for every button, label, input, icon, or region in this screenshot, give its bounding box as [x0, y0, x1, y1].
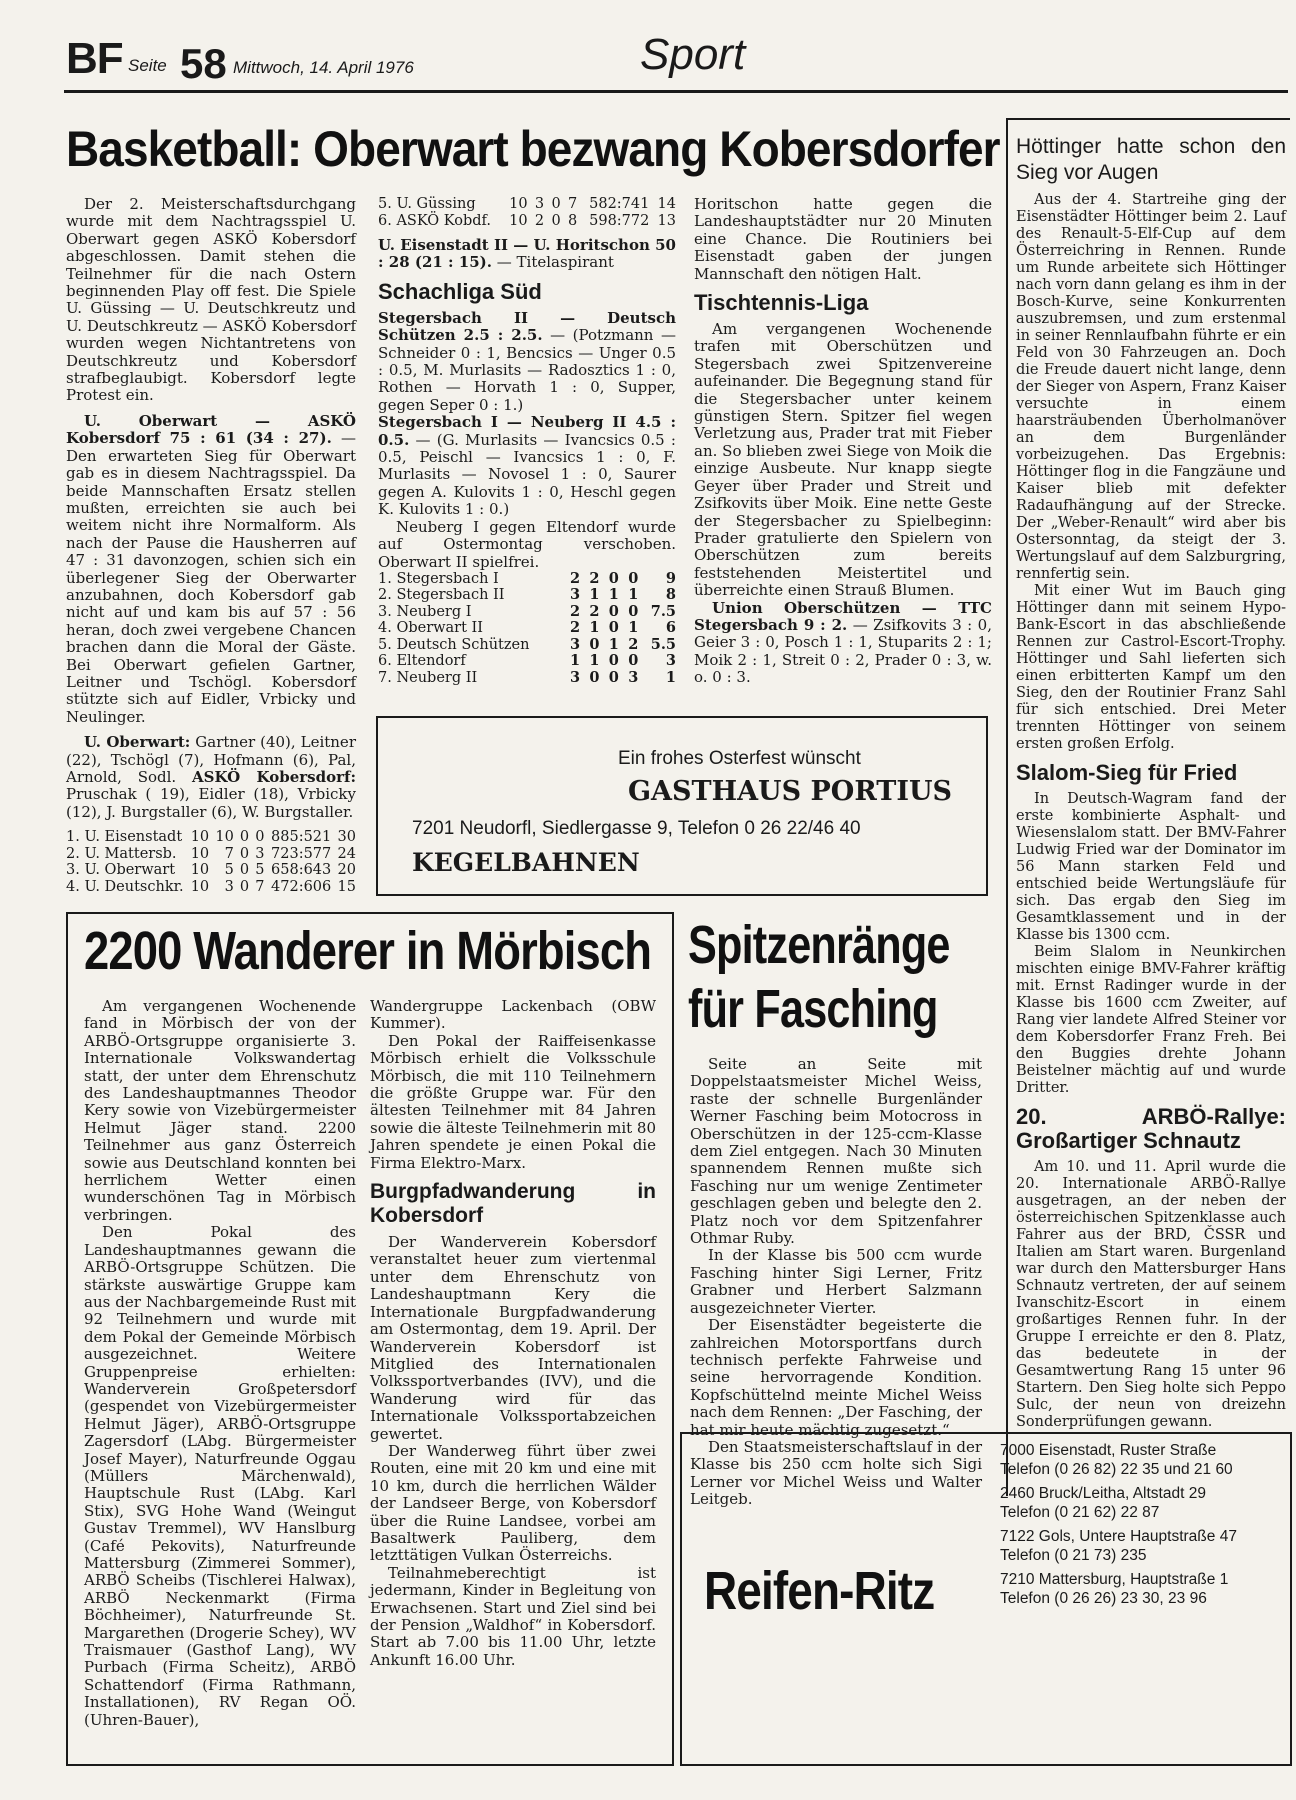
value-cell: 598:772 — [589, 212, 650, 229]
paragraph: Den Pokal des Landeshauptmannes gewann die ARBÖ-Ortsgruppe Schützen. Die stärkste auswärtige Gruppe kam aus der Nachbargemeinde Rust mit 92 Teilnehmern und wurde mit dem Pokal der Gemeinde Mörbisch ausgezeichnet. Weitere Gruppenpreise erhielten: Wanderverein Großpetersdorf (gespendet von Vizebürgermeister Helmut Jäger), ARBÖ-Ortsgruppe Zagersdorf (LAbg. Bürgermeister Josef Mayer), Naturfreunde Oggau (Müllers Märchenwald), Hauptschule Rust (LAbg. Karl Stix), SVG Hohe Wand (Weingut Gustav Tremmel), WV Hanslburg (Café Pekovits), Naturfreunde Mattersburg (Zimmerei Sommer), ARBÖ Scheibs (Tischlerei Halwax), ARBÖ Neckenmarkt (Firma Böchheimer), Naturfreunde St. Margarethen (Drogerie Schey), WV Traismauer (Gasthof Lang), WV Purbach (Firma Scheitz), ARBÖ Schattendorf (Firma Rathmann, Installationen), RV Regan OÖ. (Uhren-Bauer), — [84, 1223, 356, 1729]
value-cell: 3 — [255, 845, 265, 862]
team-name-cell: 1. Stegersbach I — [378, 570, 499, 587]
ad-brand: GASTHAUS PORTIUS — [628, 776, 953, 807]
value-cell: 13 — [657, 212, 676, 229]
rallye-headline: 20. ARBÖ-Rallye: Großartiger Schnautz — [1016, 1104, 1286, 1153]
value-cell: 0 — [589, 668, 600, 686]
hoettinger-headline: Höttinger hatte schon den Sieg vor Augen — [1016, 135, 1286, 184]
table-row — [66, 829, 356, 846]
value-cell: 0 — [608, 569, 619, 587]
masthead-seite: Seite — [128, 56, 167, 75]
value-cell: 582:741 — [589, 196, 650, 212]
value-cell: 30 — [337, 829, 356, 846]
value-cell: 1 — [628, 619, 639, 637]
paragraph — [378, 310, 676, 414]
paragraph: Am vergangenen Wochenende fand in Mörbisch der von der ARBÖ-Ortsgruppe organisierte 3. Internationale Volkswandertag statt, der unter dem Ehrenschutz des Landeshauptmannes Theodor Kery sowie von Vizebürgermeister Helmut Jäger stand. 2200 Teilnehmer aus ganz Österreich sowie aus Deutschland konnten bei herrlichem Wetter einen wunderschönen Tag in Mörbisch verbringen. — [84, 997, 356, 1224]
basketball-column-3 — [694, 196, 992, 687]
paragraph-text: Pruschak ( 19), Eidler (18), Vrbicky (12), J. Burgstaller (6), W. Burgstaller. — [66, 785, 356, 821]
paragraph: Der Eisenstädter begeisterte die zahlreichen Motorsportfans durch technisch perfekte Fahrweise und seine hervorragende Kondition. Kopfschüttelnd meinte Michel Weiss nach dem Rennen: „Der Fasching, der hat mir heute mächtig zugesetzt.“ — [690, 1316, 982, 1439]
team-name-cell: 3. Neuberg I — [378, 603, 472, 620]
paragraph: Am 10. und 11. April wurde die 20. Internationale ARBÖ-Rallye ausgetragen, an der neben der österreichischen Spitzenklasse auch Fahrer aus der BRD, ČSSR und Italien am Start waren. Burgenland war durch den Mattersburger Hans Schnautz vertreten, der auf seinem Ivanschitz-Escort in einem großartiges Rennen fuhr. In der Gruppe I erreichte er den 8. Platz, das bedeutete in der Gesamtwertung Rang 15 unter 96 Startern. Den Sieg holte sich Peppo Sulc, der neun von dreizehn Sonderprüfungen gewann. — [1016, 1159, 1286, 1430]
value-cell: 0 — [628, 569, 639, 587]
ad-address-line: 7000 Eisenstadt, Ruster Straße — [1000, 1442, 1217, 1459]
masthead-rule — [64, 90, 1288, 93]
ad-address-line: 7210 Mattersburg, Hauptstraße 1 — [1000, 1571, 1229, 1588]
value-cell: 0 — [608, 652, 619, 670]
team-name-cell: 7. Neuberg II — [378, 669, 478, 686]
value-cell: 10 — [509, 212, 528, 229]
value-cell: 7 — [255, 878, 265, 895]
value-cell: 1 — [589, 652, 600, 670]
value-cell: 8 — [568, 212, 578, 229]
section-title: Sport — [640, 30, 746, 79]
paragraph: Wandergruppe Lackenbach (OBW Kummer). — [370, 997, 656, 1033]
sidebar-column — [1016, 134, 1286, 1431]
table-row — [378, 213, 676, 230]
value-cell: 7 — [224, 845, 234, 862]
value-cell: 0 — [239, 878, 250, 895]
value-cell: 10 — [509, 196, 528, 212]
basketball-standings-table — [66, 829, 356, 895]
value-cell: 10 — [190, 862, 210, 879]
bold-lead: ASKÖ Kobersdorf: — [192, 768, 357, 786]
value-cell: 0 — [628, 602, 639, 620]
value-cell: 8 — [665, 586, 676, 604]
table-row — [378, 604, 676, 621]
value-cell: 1 — [608, 586, 619, 604]
basketball-column-1 — [66, 196, 356, 895]
value-cell: 2 — [534, 212, 545, 229]
value-cell: 723:577 — [271, 845, 332, 862]
value-cell: 2 — [569, 569, 581, 587]
table-row — [378, 196, 676, 213]
table-row — [66, 846, 356, 863]
paragraph: Teilnahmeberechtigt ist jedermann, Kinder in Begleitung von Erwachsenen. Start und Ziel sind bei der Pension „Waldhof“ in Kobersdorf. Start ab 7.00 bis 11.00 Uhr, letzte Ankunft 16.00 Uhr. — [370, 1563, 656, 1669]
paragraph: Den Staatsmeisterschaftslauf in der Klasse bis 250 ccm holte sich Sigi Lerner vor Michel Weiss und Walter Leitgeb. — [690, 1437, 982, 1509]
table-row — [378, 670, 676, 687]
value-cell: 10 — [190, 829, 210, 846]
value-cell: 3 — [665, 652, 676, 670]
value-cell: 7.5 — [650, 602, 676, 620]
paragraph: In der Klasse bis 500 ccm wurde Fasching hinter Sigi Lerner, Fritz Grabner und Herbert Salzmann ausgezeichneter Vierter. — [690, 1246, 982, 1317]
value-cell: 2 — [628, 635, 639, 653]
bold-lead: Union Oberschützen — TTC Stegersbach 9 : 2. — [694, 598, 992, 634]
value-cell: 1 — [628, 586, 639, 604]
wanderer-headline: 2200 Wanderer in Mörbisch — [84, 921, 652, 981]
team-name-cell: 1. U. Eisenstadt — [66, 829, 183, 846]
paragraph: Seite an Seite mit Doppelstaatsmeister Michel Weiss, raste der schnelle Burgenländer Werner Fasching beim Motocross in Oberschützen in der 125-ccm-Klasse dem Ziel entgegen. Nach 30 Minuten spannendem Rennen mußte sich Fasching nur um wenige Zentimeter geschlagen geben und belegte den 2. Platz noch vor dem Spitzenfahrer Othmar Ruby. — [690, 1055, 982, 1248]
table-row — [378, 653, 676, 670]
paragraph: Der 2. Meisterschaftsdurchgang wurde mit dem Nachtragsspiel U. Oberwart gegen ASKÖ Kobersdorf abgeschlossen. Damit stehen die Teilnehmer für die nach Ostern beginnenden Play off fest. Die Spiele U. Güssing — U. Deutschkreutz und U. Deutschkreutz — ASKÖ Kobersdorf wurden wegen Nichtantretens von Deutschkreutz und Kobersdorf strafbeglaubigt. Kobersdorf legte Protest ein. — [66, 195, 356, 405]
ad-greeting: Ein frohes Osterfest wünscht — [618, 748, 861, 769]
value-cell: 0 — [551, 212, 561, 229]
paragraph: Horitschon hatte gegen die Landeshauptstädter nur 20 Minuten eine Chance. Die Routiniers bei Eisenstadt gaben der jungen Mannschaft den nötigen Halt. — [694, 195, 992, 283]
slalom-headline: Slalom-Sieg für Fried — [1016, 760, 1238, 785]
table-row — [378, 587, 676, 604]
schach-standings-table — [378, 571, 676, 687]
table-row — [378, 620, 676, 637]
value-cell: 3 — [569, 635, 581, 653]
value-cell: 10 — [215, 829, 234, 846]
value-cell: 658:643 — [271, 862, 332, 879]
value-cell: 14 — [657, 196, 676, 212]
team-name-cell: 2. Stegersbach II — [378, 587, 505, 604]
paragraph — [378, 237, 676, 272]
value-cell: 0 — [608, 668, 619, 686]
masthead-logo: BF — [66, 34, 123, 83]
paragraph: Beim Slalom in Neunkirchen mischten einige BMV-Fahrer kräftig mit. Ernst Radinger wurde in der Klasse bis 1600 ccm Zweiter, auf Rang vier landete Alfred Steiner vor dem Kobersdorfer Franz Freh. Bei den Buggies drehte Johann Beistelner mächtig auf und wurde Dritter. — [1016, 944, 1286, 1096]
ad-addresses — [1000, 1442, 1284, 1608]
value-cell: 1 — [569, 652, 581, 670]
masthead-date: Mittwoch, 14. April 1976 — [233, 58, 414, 77]
fasching-headline-1: Spitzenränge — [688, 915, 950, 975]
value-cell: 5.5 — [650, 635, 676, 653]
ad-address-line: 7122 Gols, Untere Hauptstraße 47 — [1000, 1528, 1237, 1545]
value-cell: 5 — [255, 862, 265, 879]
paragraph: Der Wanderweg führt über zwei Routen, eine mit 20 km und eine mit 10 km, durch die herrlichen Wälder der Landseer Berge, von Kobersdorf über die Ruine Landsee, vorbei am Basaltwerk Pauliberg, dem letzttätigen Vulkan Österreichs. — [370, 1441, 656, 1565]
value-cell: 3 — [224, 878, 234, 895]
reifen-ritz-ad — [680, 1432, 1292, 1766]
paragraph — [378, 414, 676, 518]
value-cell: 3 — [628, 668, 639, 686]
paragraph-text: — Titelaspirant — [492, 253, 614, 272]
team-name-cell: 6. ASKÖ Kobdf. — [378, 212, 491, 229]
team-name-cell: 2. U. Mattersb. — [66, 845, 177, 862]
paragraph-text: — (G. Murlasits — Ivancsics 0.5 : 0.5, Peischl — Ivancsics 1 : 0, F. Murlasits — Novosel 1 : 0, Saurer gegen A. Kulovits 1 : 0, Heschl gegen K. Kulovits 1 : 0.) — [378, 430, 676, 519]
value-cell: 10 — [190, 845, 210, 862]
paragraph-text: Gartner (40), Leitner (22), Tschögl (7), Hofmann (6), Pal, Arnold, Sodl. — [66, 733, 356, 786]
gasthaus-portius-ad — [376, 716, 988, 896]
team-name-cell: 4. U. Deutschkr. — [66, 878, 184, 895]
value-cell: 3 — [569, 586, 581, 604]
value-cell: 472:606 — [271, 878, 332, 895]
value-cell: 0 — [551, 196, 561, 212]
paragraph: Aus der 4. Startreihe ging der Eisenstädter Höttinger beim 2. Lauf des Renault-5-Elf-Cup auf dem Österreichring in Rennen. Runde um Runde arbeitete sich Höttinger nach vorn dann gelang es ihm in der Bosch-Kurve, seine Konkurrenten auszubremsen, und zum erstenmal in seiner Rennlaufbahn führte er ein Feld von 30 Fahrzeugen an. Doch die Freude dauert nicht lange, denn der Sieger von Aspern, Franz Kaiser versuchte in einem haarsträubenden Überholmanöver an dem Burgenländer vorbeizugehen. Das Ergebnis: Höttinger flog in die Fangzäune und Kaiser blieb mit defekter Radaufhängung auf der Strecke. Der „Weber-Renault“ wird aber bis Ostersonntag, da steigt der 3. Wertungslauf auf dem Salzburgring, rennfertig sein. — [1016, 192, 1286, 582]
value-cell: 0 — [239, 862, 250, 879]
team-name-cell: 5. Deutsch Schützen — [378, 636, 530, 653]
ad-brand: Reifen-Ritz — [704, 1561, 935, 1621]
value-cell: 10 — [190, 878, 210, 895]
paragraph-text: — (Potzmann — Schneider 0 : 1, Bencsics — Unger 0.5 : 0.5, M. Murlasits — Radosztics 1 : 0, Rothen — Horvath 1 : 0, Supper, gegen Seper 0 : 1.) — [378, 326, 677, 414]
basketball-column-2 — [378, 196, 676, 686]
value-cell: 5 — [224, 862, 234, 879]
fasching-headline-2: für Fasching — [688, 979, 938, 1039]
value-cell: 0 — [628, 652, 639, 670]
value-cell: 0 — [239, 845, 250, 862]
paragraph-text: — Den erwarteten Sieg für Oberwart gab es in diesem Nachtragsspiel. Da beide Mannschaften Ersatz stellen mußten, erreichten sie auch bei weitem nicht ihre Normalform. Als nach der Pause die Hausherren auf 47 : 31 davonzogen, schien sich ein überlegener Sieg der Oberwarter anzubahnen, doch Kobersdorf gab nicht auf und kam bis auf 57 : 56 heran, doch zwei vergebene Chancen brachen dann die Moral der Gäste. Bei Oberwart gefielen Gartner, Leitner und Tschögl. Kobersdorf stützte sich auf Eidler, Vrbicky und Neulinger. — [66, 429, 356, 726]
value-cell: 3 — [534, 196, 545, 212]
value-cell: 1 — [589, 619, 600, 637]
value-cell: 1 — [608, 635, 619, 653]
paragraph-text: — Zsifkovits 3 : 0, Geier 3 : 0, Posch 1 : 1, Stuparits 2 : 1; Moik 2 : 1, Streit 0 : 2, Prader 0 : 3, w. o. 0 : 3. — [694, 615, 992, 687]
paragraph: Am vergangenen Wochenende trafen mit Oberschützen und Stegersbach zwei Spitzenvereine aufeinander. Die Begegnung stand für die Stegersbacher unter keinem günstigen Stern. Spitzer fiel wegen Verletzung aus, Prader trat mit Fieber an. So blieben zwei Siege von Moik die einzige Ausbeute. Nur knapp siegte Geyer über Prader und Streit und Zsifkovits über Moik. Eine nette Geste der Stegersbacher zu Spielbeginn: Prader gratulierte den Spielern von Oberschützen zum bereits feststehenden Meistertitel und überreichte einen Strauß Blumen. — [694, 320, 992, 600]
value-cell: 20 — [337, 862, 356, 879]
value-cell: 0 — [608, 602, 619, 620]
page-number: 58 — [180, 40, 227, 87]
main-headline: Basketball: Oberwart bezwang Kobersdorfer — [66, 121, 1000, 177]
paragraph — [694, 600, 992, 687]
bold-lead: U. Eisenstadt II — U. Horitschon 50 : 28 (21 : 15). — [378, 236, 676, 272]
ad-address-line: 2460 Bruck/Leitha, Altstadt 29 — [1000, 1485, 1206, 1502]
schach-subhead: Schachliga Süd — [378, 278, 542, 304]
table-row — [378, 637, 676, 654]
wanderer-column-2 — [370, 998, 656, 1669]
value-cell: 7 — [568, 196, 578, 212]
wanderer-column-1 — [84, 998, 356, 1729]
value-cell: 0 — [255, 829, 265, 846]
value-cell: 2 — [589, 602, 600, 620]
team-name-cell: 6. Eltendorf — [378, 653, 466, 670]
basketball-standings-table-cont — [378, 196, 676, 229]
paragraph: Den Pokal der Raiffeisenkasse Mörbisch erhielt die Volksschule Mörbisch, die mit 110 Teilnehmern die größte Gruppe war. Für den ältesten Teilnehmer mit 84 Jahren sowie die älteste Teilnehmerin mit 80 Jahren spendete je einen Pokal die Firma Elektro-Marx. — [370, 1031, 656, 1172]
team-name-cell: 5. U. Güssing — [378, 196, 476, 212]
value-cell: 0 — [589, 635, 600, 653]
value-cell: 15 — [337, 878, 356, 895]
team-name-cell: 3. U. Oberwart — [66, 862, 176, 879]
value-cell: 3 — [569, 668, 581, 686]
value-cell: 0 — [608, 619, 619, 637]
team-name-cell: 4. Oberwart II — [378, 620, 484, 637]
paragraph: Neuberg I gegen Eltendorf wurde auf Ostermontag verschoben. Oberwart II spielfrei. — [378, 517, 676, 571]
ad-kegelbahnen: KEGELBAHNEN — [412, 848, 640, 877]
ad-phone-line: Telefon (0 21 73) 235 — [1000, 1546, 1147, 1564]
value-cell: 2 — [569, 602, 581, 620]
value-cell: 885:521 — [271, 829, 332, 846]
bold-lead: U. Oberwart — ASKÖ Kobersdorf 75 : 61 (34 : 27). — [66, 411, 356, 448]
bold-lead: Stegersbach I — Neuberg II 4.5 : 0.5. — [378, 413, 676, 449]
value-cell: 24 — [337, 845, 356, 862]
ad-phone-line: Telefon (0 21 62) 22 87 — [1000, 1503, 1160, 1521]
paragraph: Mit einer Wut im Bauch ging Höttinger dann mit seinem Hypo-Bank-Escort in das abschließende Rennen zur Castrol-Escort-Trophy. Höttinger und Sahl lieferten sich einen erbitterten Kampf um den Sieg, den der Routinier Franz Sahl für sich entschied. Drei Meter trennten Höttinger von seinem ersten großen Erfolg. — [1016, 583, 1286, 752]
bold-lead: Stegersbach II — Deutsch Schützen 2.5 : 2.5. — [378, 308, 676, 345]
value-cell: 1 — [665, 668, 676, 686]
value-cell: 0 — [239, 829, 250, 846]
value-cell: 1 — [589, 586, 600, 604]
table-row — [66, 862, 356, 879]
ad-address: 7201 Neudorfl, Siedlergasse 9, Telefon 0 26 22/46 40 — [412, 818, 861, 839]
paragraph: Der Wanderverein Kobersdorf veranstaltet heuer zum viertenmal unter dem Ehrenschutz von Landeshauptmann Kery die Internationale Burgpfadwanderung am Ostermontag, dem 19. April. Der Wanderverein Kobersdorf ist Mitglied des Internationalen Volkssportverbandes (IVV), und die Wanderung wird für das Internationale Volkssportabzeichen gewertet. — [370, 1233, 656, 1443]
ad-phone-line: Telefon (0 26 26) 23 30, 23 96 — [1000, 1589, 1207, 1607]
burgpfad-headline: Burgpfadwanderung in Kobersdorf — [370, 1180, 656, 1228]
value-cell: 6 — [665, 619, 676, 637]
paragraph — [66, 413, 356, 726]
table-row — [66, 879, 356, 896]
bold-lead: U. Oberwart: — [84, 733, 191, 752]
table-row — [378, 571, 676, 588]
ad-phone-line: Telefon (0 26 82) 22 35 und 21 60 — [1000, 1460, 1233, 1478]
value-cell: 9 — [665, 569, 676, 587]
tischtennis-subhead: Tischtennis-Liga — [694, 290, 869, 316]
value-cell: 2 — [589, 569, 600, 587]
paragraph: In Deutsch-Wagram fand der erste kombinierte Asphalt- und Wiesenslalom statt. Der BMV-Fahrer Ludwig Fried war der Dominator im 56 Mann starken Feld und entschied beide Wertungsläufe für sich. Das ergab den Sieg im Gesamtklassement und in der Klasse bis 1300 ccm. — [1016, 791, 1286, 943]
value-cell: 2 — [569, 619, 581, 637]
paragraph — [66, 734, 356, 821]
